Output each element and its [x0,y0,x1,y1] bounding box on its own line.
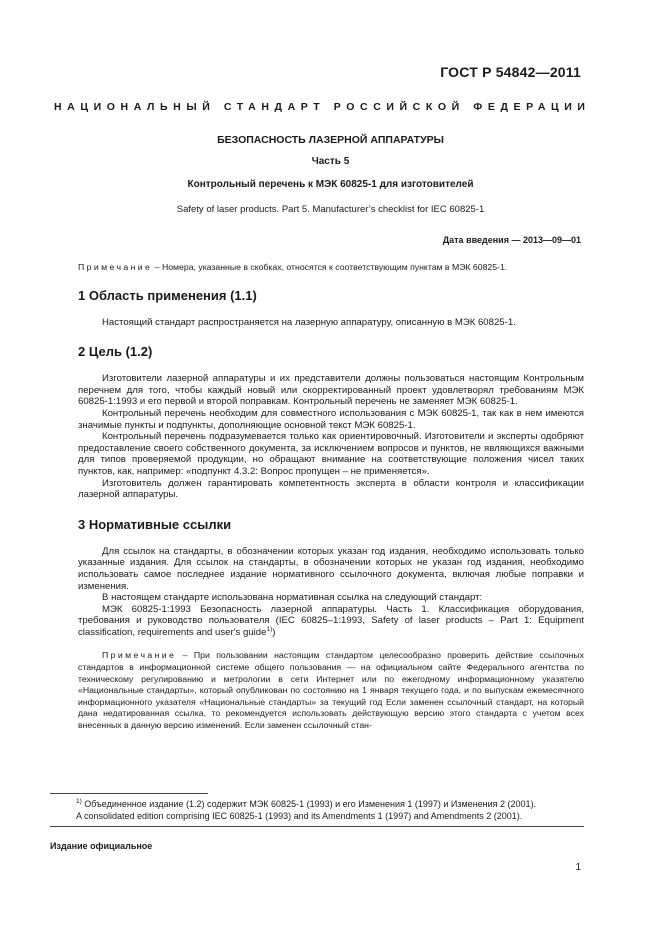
main-title: БЕЗОПАСНОСТЬ ЛАЗЕРНОЙ АППАРАТУРЫ [217,134,444,146]
introduction-date: Дата введения — 2013—09—01 [442,235,581,245]
subtitle: Контрольный перечень к МЭК 60825-1 для изготовителей [187,179,474,190]
reference-entry [78,604,584,639]
edition-label: Издание официальное [50,841,153,851]
section-heading: 1 Область применения (1.1) [78,287,257,303]
main-content [78,262,584,732]
footnote-bottom-rule [50,826,584,827]
english-title: Safety of laser products. Part 5. Manufacturer’s checklist for IEC 60825-1 [176,204,485,215]
note-text: – При пользовании настоящим стандартом целесообразно проверить действие ссылочных стандартов в информационной системе общего пользования — на официальном сайте Федерального агентства по техническому регулированию и метрологии в сети Интернет или по ежегодному информационному указателю «Национальные стандарты», который опубликован по состоянию на 1 января текущего года, и по выпускам ежемесячного информационного указателя «Национальные стандарты» за текущий год Если заменен ссылочный стандарт, на который дана недатированная ссылка, то рекомендуется использовать действующую версию этого стандарта с учетом всех внесенных в данную версию изменений. Если заменен ссылочный стан- [78,650,584,731]
standard-number: ГОСТ Р 54842—2011 [440,64,581,80]
part-title: Часть 5 [311,156,350,167]
footnote-ru [50,799,584,811]
paragraph: Настоящий стандарт распространяется на лазерную аппаратуру, описанную в МЭК 60825-1. [102,316,516,328]
footnote-marker: 1) [266,625,273,633]
note-references [78,650,584,731]
reference-close: ) [272,626,276,638]
section-heading: 3 Нормативные ссылки [78,516,232,532]
note-text: – Номера, указанные в скобках, относятся к соответствующим пунктам в МЭК 60825-1. [152,262,508,272]
reference-text: МЭК 60825-1:1993 Безопасность лазерной аппаратуры. Часть 1. Классификация оборудования, требования и руководство пользователя (IEC 60825–1:1993, Safety of laser products – Part 1: Equipment classification, requirements and user's guide [78,603,584,638]
footnotes [50,799,584,827]
note-scope [78,262,584,274]
paragraph: Для ссылок на стандарты, в обозначении которых указан год издания, необходимо использовать только указанные издания. Для ссылок на стандарты, в обозначении которых не указан год издания, необходимо использовать самое последнее издание нормативного ссылочного документа, включая любые поправки и изменения. [78,545,584,592]
note-label: Примечание [102,650,177,661]
section-heading: 2 Цель (1.2) [78,344,153,360]
paragraph: Изготовитель должен гарантировать компетентность эксперта в области контроля и классификации лазерной аппаратуры. [78,477,584,501]
footnote-separator [50,793,208,794]
footnote-ru-text: Объединенное издание (1.2) содержит МЭК 60825-1 (1993) и его Изменения 1 (1997) и Изменения 2 (2001). [81,799,537,809]
spacer [78,638,584,650]
paragraph: В настоящем стандарте использована нормативная ссылка на следующий стандарт: [102,592,483,604]
footnote-marker: 1) [76,798,82,805]
paragraph: Контрольный перечень подразумевается только как ориентировочный. Изготовители и эксперты одобряют предоставление своего собственного документа, за исключением вопросов и пунктов, не являющихся важными для типов проверяемой продукции, но обращают внимание на соответствующие положения чисел таких пунктов, как, например: «подпункт 4.3.2: Вопрос пропущен – не применяется». [78,431,584,477]
note-label: Примечание [78,262,153,272]
paragraph: Контрольный перечень необходим для совместного использования с МЭК 60825-1, так как в нем имеются значимые пункты и подпункты, дополняющие основной текст МЭК 60825-1. [78,407,584,431]
national-standard-title: НАЦИОНАЛЬНЫЙ СТАНДАРТ РОССИЙСКОЙ ФЕДЕРАЦИИ [54,101,591,113]
paragraph: Изготовители лазерной аппаратуры и их представители должны пользоваться настоящим Контрольным перечнем для того, чтобы каждый новый или скорректированный проект удовлетворял требованиям МЭК 60825-1:1993 и его первой и второй поправкам. Контрольный перечень не заменяет МЭК 60825-1. [78,373,584,408]
footnote-en: A consolidated edition comprising IEC 60825-1 (1993) and its Amendments 1 (1997) and Amendments 2 (2001). [76,810,523,821]
page-number: 1 [575,862,581,873]
title-block [0,133,661,217]
